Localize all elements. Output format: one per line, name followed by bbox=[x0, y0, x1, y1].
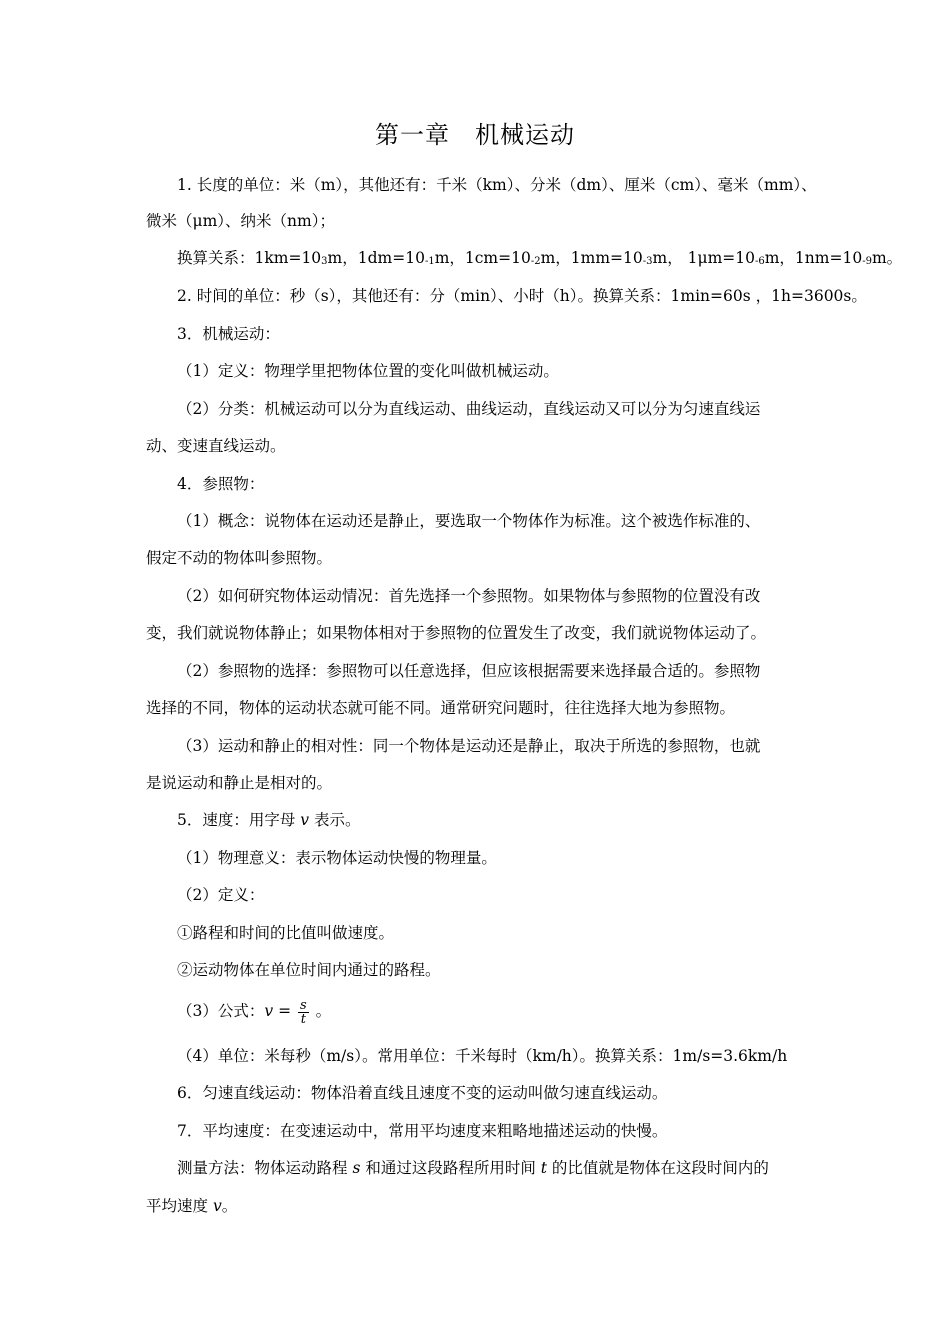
heading-reference-object: 4．参照物： bbox=[177, 475, 265, 493]
paragraph-relativity-cont: 是说运动和静止是相对的。 bbox=[146, 774, 333, 792]
text: 。 bbox=[221, 1197, 238, 1215]
text: 表示。 bbox=[309, 811, 361, 829]
chapter-title: 第一章 机械运动 bbox=[375, 121, 575, 149]
heading-mechanical-motion: 3．机械运动： bbox=[177, 325, 280, 343]
text: 换算关系：1km=10 bbox=[177, 249, 322, 267]
heading-average-speed: 7．平均速度：在变速运动中，常用平均速度来粗略地描述运动的快慢。 bbox=[177, 1122, 668, 1140]
paragraph-classification-cont: 动、变速直线运动。 bbox=[146, 437, 286, 455]
equals-sign: = bbox=[273, 1002, 296, 1020]
paragraph-physical-meaning: （1）物理意义：表示物体运动快慢的物理量。 bbox=[177, 849, 497, 867]
paragraph-classification: （2）分类：机械运动可以分为直线运动、曲线运动，直线运动又可以分为匀速直线运 bbox=[177, 400, 761, 418]
exponent: -2 bbox=[530, 256, 541, 267]
paragraph-time-units: 2. 时间的单位：秒（s），其他还有：分（min）、小时（h）。换算关系：1min=60s ，1h=3600s。 bbox=[177, 287, 867, 305]
fraction-denominator: t bbox=[300, 1011, 306, 1027]
text: m， 1μm=10 bbox=[652, 249, 755, 267]
paragraph-length-conversion bbox=[177, 247, 903, 272]
paragraph-how-to-study: （2）如何研究物体运动情况：首先选择一个参照物。如果物体与参照物的位置没有改 bbox=[177, 587, 761, 605]
text: m，1cm=10 bbox=[434, 249, 531, 267]
text: 测量方法：物体运动路程 bbox=[177, 1159, 353, 1177]
symbol-s: s bbox=[352, 1159, 361, 1177]
exponent: 3 bbox=[321, 256, 328, 267]
paragraph-units: （4）单位：米每秒（m/s）。常用单位：千米每时（km/h）。换算关系：1m/s=3.6km/h bbox=[177, 1047, 788, 1065]
definition-item-2: ②运动物体在单位时间内通过的路程。 bbox=[177, 961, 441, 979]
fraction bbox=[298, 999, 309, 1026]
text: （3）公式： bbox=[177, 1002, 265, 1020]
symbol-t: t bbox=[540, 1159, 547, 1177]
text: m，1mm=10 bbox=[540, 249, 643, 267]
paragraph-formula bbox=[177, 996, 817, 1030]
paragraph-length-units: 1. 长度的单位：米（m），其他还有：千米（km）、分米（dm）、厘米（cm）、毫米（mm）、 bbox=[177, 176, 817, 194]
text: m，1nm=10 bbox=[764, 249, 863, 267]
text: 的比值就是物体在这段时间内的 bbox=[547, 1159, 769, 1177]
paragraph-concept-cont: 假定不动的物体叫参照物。 bbox=[146, 549, 333, 567]
exponent: -3 bbox=[642, 256, 653, 267]
text: 平均速度 bbox=[146, 1197, 213, 1215]
text: 。 bbox=[310, 1002, 332, 1020]
paragraph-speed-definition: （2）定义： bbox=[177, 886, 265, 904]
exponent: -6 bbox=[754, 256, 765, 267]
exponent: -1 bbox=[424, 256, 435, 267]
exponent: -9 bbox=[862, 256, 872, 267]
heading-speed bbox=[177, 809, 817, 831]
paragraph-relativity: （3）运动和静止的相对性：同一个物体是运动还是静止，取决于所选的参照物，也就 bbox=[177, 737, 761, 755]
text: m，1dm=10 bbox=[327, 249, 425, 267]
text: 和通过这段路程所用时间 bbox=[360, 1159, 541, 1177]
paragraph-concept: （1）概念：说物体在运动还是静止，要选取一个物体作为标准。这个被选作标准的、 bbox=[177, 512, 761, 530]
symbol-v: v bbox=[264, 1002, 274, 1020]
paragraph-measurement bbox=[177, 1157, 817, 1179]
definition-item-1: ①路程和时间的比值叫做速度。 bbox=[177, 924, 395, 942]
heading-uniform-motion: 6．匀速直线运动：物体沿着直线且速度不变的运动叫做匀速直线运动。 bbox=[177, 1084, 668, 1102]
symbol-v: v bbox=[300, 811, 310, 829]
fraction-numerator: s bbox=[299, 997, 307, 1013]
paragraph-definition: （1）定义：物理学里把物体位置的变化叫做机械运动。 bbox=[177, 362, 559, 380]
paragraph-selection: （2）参照物的选择：参照物可以任意选择，但应该根据需要来选择最合适的。参照物 bbox=[177, 662, 761, 680]
paragraph-selection-cont: 选择的不同，物体的运动状态就可能不同。通常研究问题时，往往选择大地为参照物。 bbox=[146, 699, 736, 717]
text: 5．速度：用字母 bbox=[177, 811, 301, 829]
symbol-v: v bbox=[212, 1197, 222, 1215]
text: m。 bbox=[871, 249, 903, 267]
paragraph-how-to-study-cont: 变，我们就说物体静止；如果物体相对于参照物的位置发生了改变，我们就说物体运动了。 bbox=[146, 624, 767, 642]
paragraph-measurement-cont bbox=[146, 1195, 816, 1217]
paragraph-length-units-cont: 微米（μm）、纳米（nm）； bbox=[146, 212, 335, 230]
